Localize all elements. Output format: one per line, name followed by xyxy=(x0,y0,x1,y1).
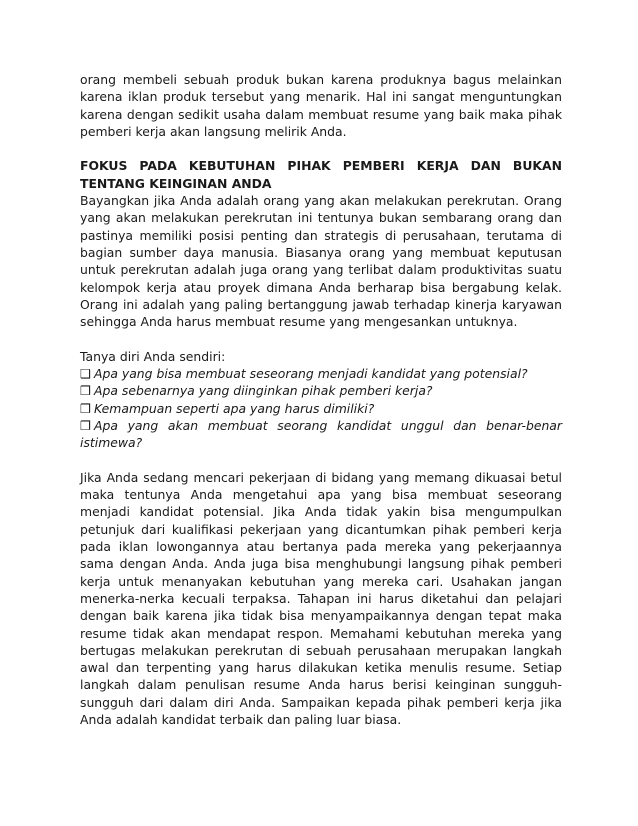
question-item xyxy=(80,365,562,382)
spacer xyxy=(80,452,562,469)
question-item xyxy=(80,400,562,417)
spacer xyxy=(80,330,562,347)
section-heading: FOKUS PADA KEBUTUHAN PIHAK PEMBERI KERJA DAN BUKAN TENTANG KEINGINAN ANDA xyxy=(80,158,562,191)
question-text: Apa yang bisa membuat seseorang menjadi kandidat yang potensial? xyxy=(94,366,528,382)
question-text: Apa sebenarnya yang diinginkan pihak pemberi kerja? xyxy=(94,383,433,399)
spacer xyxy=(80,140,562,157)
intro-paragraph: orang membeli sebuah produk bukan karena produknya bagus melainkan karena iklan produk tersebut yang menarik. Hal ini sangat menguntungkan karena dengan sedikit usaha dalam membuat resume yang baik maka pihak pemberi kerja akan langsung melirik Anda. xyxy=(80,72,562,139)
checkbox-bullet-icon: ❒ xyxy=(80,400,92,416)
question-text: Kemampuan seperti apa yang harus dimiliki? xyxy=(94,400,375,416)
document-page xyxy=(80,71,562,728)
closing-paragraph: Jika Anda sedang mencari pekerjaan di bidang yang memang dikuasai betul maka tentunya Anda mengetahui apa yang bisa membuat seseorang menjadi kandidat potensial. Jika Anda tidak yakin bisa mengumpulkan petunjuk dari kualifikasi pekerjaan yang dicantumkan pihak pemberi kerja pada iklan lowongannya atau bertanya pada mereka yang pekerjaannya sama dengan Anda. Anda juga bisa menghubungi langsung pihak pemberi kerja untuk menanyakan kebutuhan yang mereka cari. Usahakan jangan menerka-nerka kecuali terpaksa. Tahapan ini harus diketahui dan pelajari dengan baik karena jika tidak bisa menyampaikannya dengan tepat maka resume tidak akan mendapat respon. Memahami kebutuhan mereka yang bertugas melakukan perekrutan di sebuah perusahaan merupakan langkah awal dan terpenting yang harus dilakukan ketika menulis resume. Setiap langkah dalam penulisan resume Anda harus berisi keinginan sungguh-sungguh dari dalam diri Anda. Sampaikan kepada pihak pemberi kerja jika Anda adalah kandidat terbaik dan paling luar biasa. xyxy=(80,469,562,727)
checkbox-bullet-icon: ❑ xyxy=(80,366,92,382)
section-paragraph: Bayangkan jika Anda adalah orang yang akan melakukan perekrutan. Orang yang akan melakukan perekrutan ini tentunya bukan sembarang orang dan pastinya memiliki posisi penting dan strategis di perusahaan, terutama di bagian sumber daya manusia. Biasanya orang yang membuat keputusan untuk perekrutan adalah juga orang yang terlibat dalam produktivitas suatu kelompok kerja atau proyek dimana Anda berharap bisa bergabung kelak. Orang ini adalah yang paling bertanggung jawab terhadap kinerja karyawan sehingga Anda harus membuat resume yang mengesankan untuknya. xyxy=(80,193,562,330)
question-list xyxy=(80,365,562,451)
checkbox-bullet-icon: ❒ xyxy=(80,417,92,433)
question-item xyxy=(80,417,562,452)
question-text: Apa yang akan membuat seorang kandidat unggul dan benar-benar istimewa? xyxy=(80,417,562,451)
checkbox-bullet-icon: ❒ xyxy=(80,383,92,399)
questions-intro: Tanya diri Anda sendiri: xyxy=(80,348,226,364)
question-item xyxy=(80,382,562,399)
